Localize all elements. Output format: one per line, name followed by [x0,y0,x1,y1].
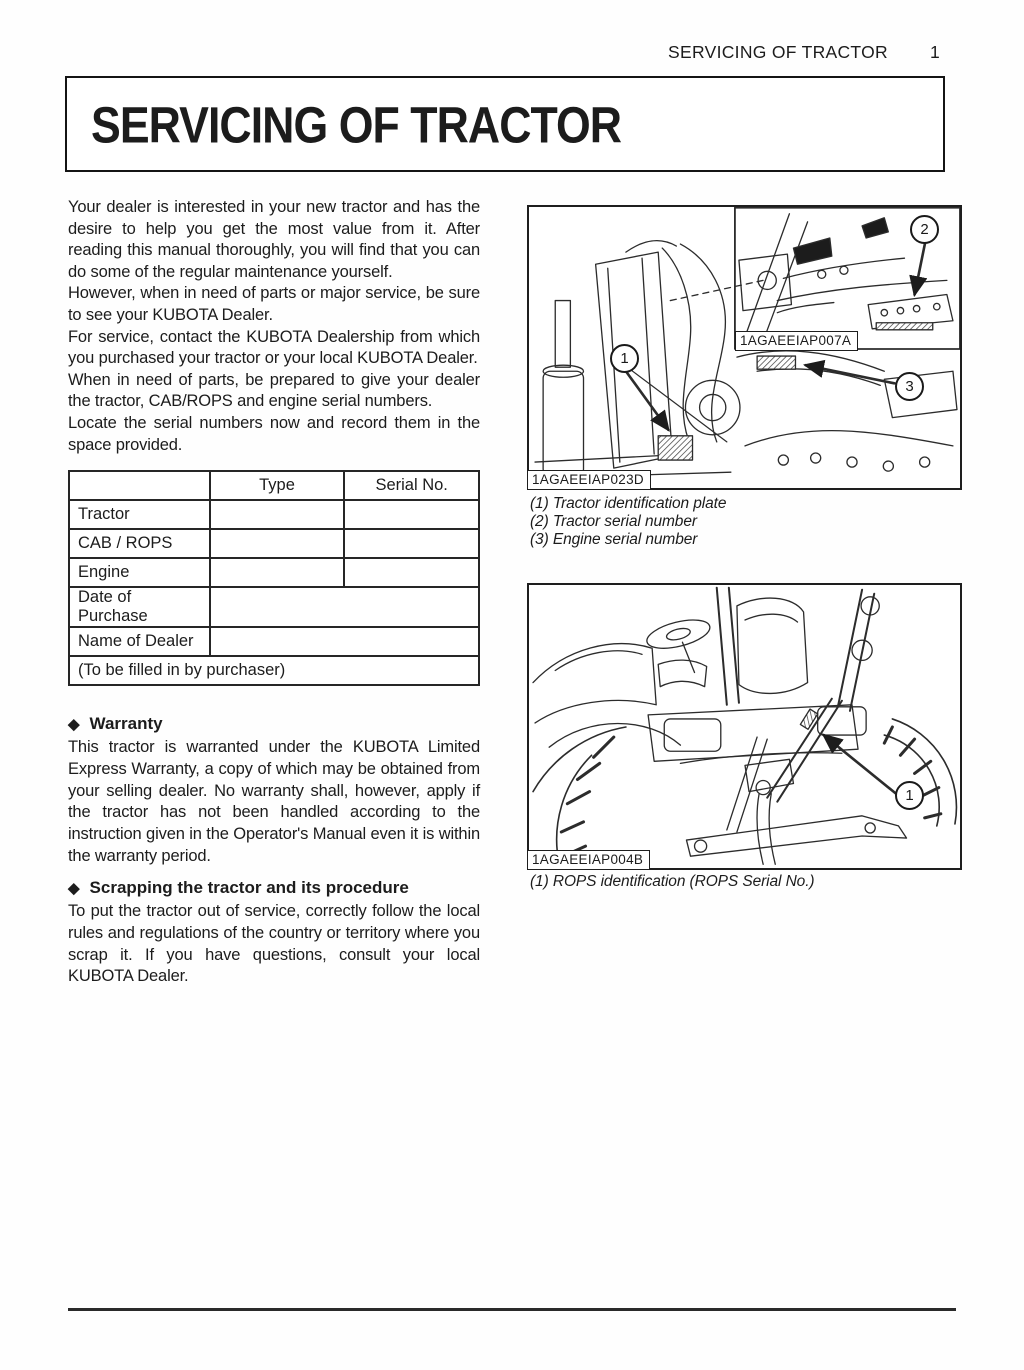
table-header-row [69,471,479,500]
blank-entry-cell [210,627,479,656]
row-label-name-of-dealer: Name of Dealer [69,627,210,656]
scrapping-heading: Scrapping the tractor and its procedure [89,878,409,897]
warranty-heading: Warranty [89,714,163,733]
caption-line: (2) Tractor serial number [530,513,697,530]
figure-2-caption [530,873,960,891]
table-row [69,558,479,587]
diamond-bullet-icon: ◆ [68,715,80,733]
blank-entry-cell [210,587,479,627]
blank-entry-cell [210,529,345,558]
table-row [69,587,479,627]
tractor-rear-line-art [529,585,960,868]
intro-paragraph: For service, contact the KUBOTA Dealership from which you purchased your tractor or your local KUBOTA Dealer. [68,327,480,368]
figure-1-caption [530,495,960,549]
blank-entry-cell [344,500,479,529]
chapter-title-banner [65,76,945,172]
intro-paragraph: Locate the serial numbers now and record them in the space provided. [68,413,480,454]
blank-entry-cell [210,500,345,529]
callout-1-badge: 1 [895,781,924,810]
running-header [668,42,940,63]
blank-entry-cell [344,529,479,558]
figure-code: 1AGAEEIAP004B [527,850,650,870]
table-row [69,529,479,558]
blank-entry-cell [344,558,479,587]
table-row [69,627,479,656]
table-footer-row [69,656,479,685]
scrapping-section [68,878,480,988]
diamond-bullet-icon: ◆ [68,879,80,897]
row-label-date-of-purchase: Date of Purchase [69,587,210,627]
table-corner-cell [69,471,210,500]
intro-paragraph: When in need of parts, be prepared to give your dealer the tractor, CAB/ROPS and engine serial numbers. [68,370,480,411]
callout-2-badge: 2 [910,215,939,244]
caption-line: (3) Engine serial number [530,531,698,548]
figure-rops-identification [527,583,962,870]
caption-line: (1) ROPS identification (ROPS Serial No.) [530,873,815,890]
figure-inset-code: 1AGAEEIAP007A [735,331,858,351]
page-title: SERVICING OF TRACTOR [91,95,622,153]
table-footer-note: (To be filled in by purchaser) [69,656,479,685]
figure-code: 1AGAEEIAP023D [527,470,651,490]
blank-entry-cell [210,558,345,587]
column-header-serial: Serial No. [344,471,479,500]
intro-text-block [68,197,480,456]
callout-3-badge: 3 [895,372,924,401]
running-title: SERVICING OF TRACTOR [668,42,888,62]
scrapping-body: To put the tractor out of service, correctly follow the local rules and regulations of the country or territory where you scrap it. If you have questions, consult your local KUBOTA Dealer. [68,902,480,986]
table-row [69,500,479,529]
footer-rule [68,1308,956,1311]
page-number: 1 [929,42,940,62]
warranty-section [68,714,480,868]
intro-paragraph: However, when in need of parts or major service, be sure to see your KUBOTA Dealer. [68,284,480,324]
figure-serial-number-locations [527,205,962,490]
warranty-body: This tractor is warranted under the KUBOTA Limited Express Warranty, a copy of which may be obtained from your selling dealer. No warranty shall, however, apply if the tractor has not been handled according to the instruction given in the Operator's Manual even it is within the warranty period. [68,738,480,865]
serial-record-table [68,470,480,686]
caption-line: (1) Tractor identification plate [530,495,727,512]
intro-paragraph: Your dealer is interested in your new tractor and has the desire to help you get the most value from it. After reading this manual thoroughly, you will find that you can do some of the regular maintenance yourself. [68,198,480,281]
row-label-cab-rops: CAB / ROPS [69,529,210,558]
callout-1-badge: 1 [610,344,639,373]
row-label-engine: Engine [69,558,210,587]
column-header-type: Type [210,471,345,500]
row-label-tractor: Tractor [69,500,210,529]
